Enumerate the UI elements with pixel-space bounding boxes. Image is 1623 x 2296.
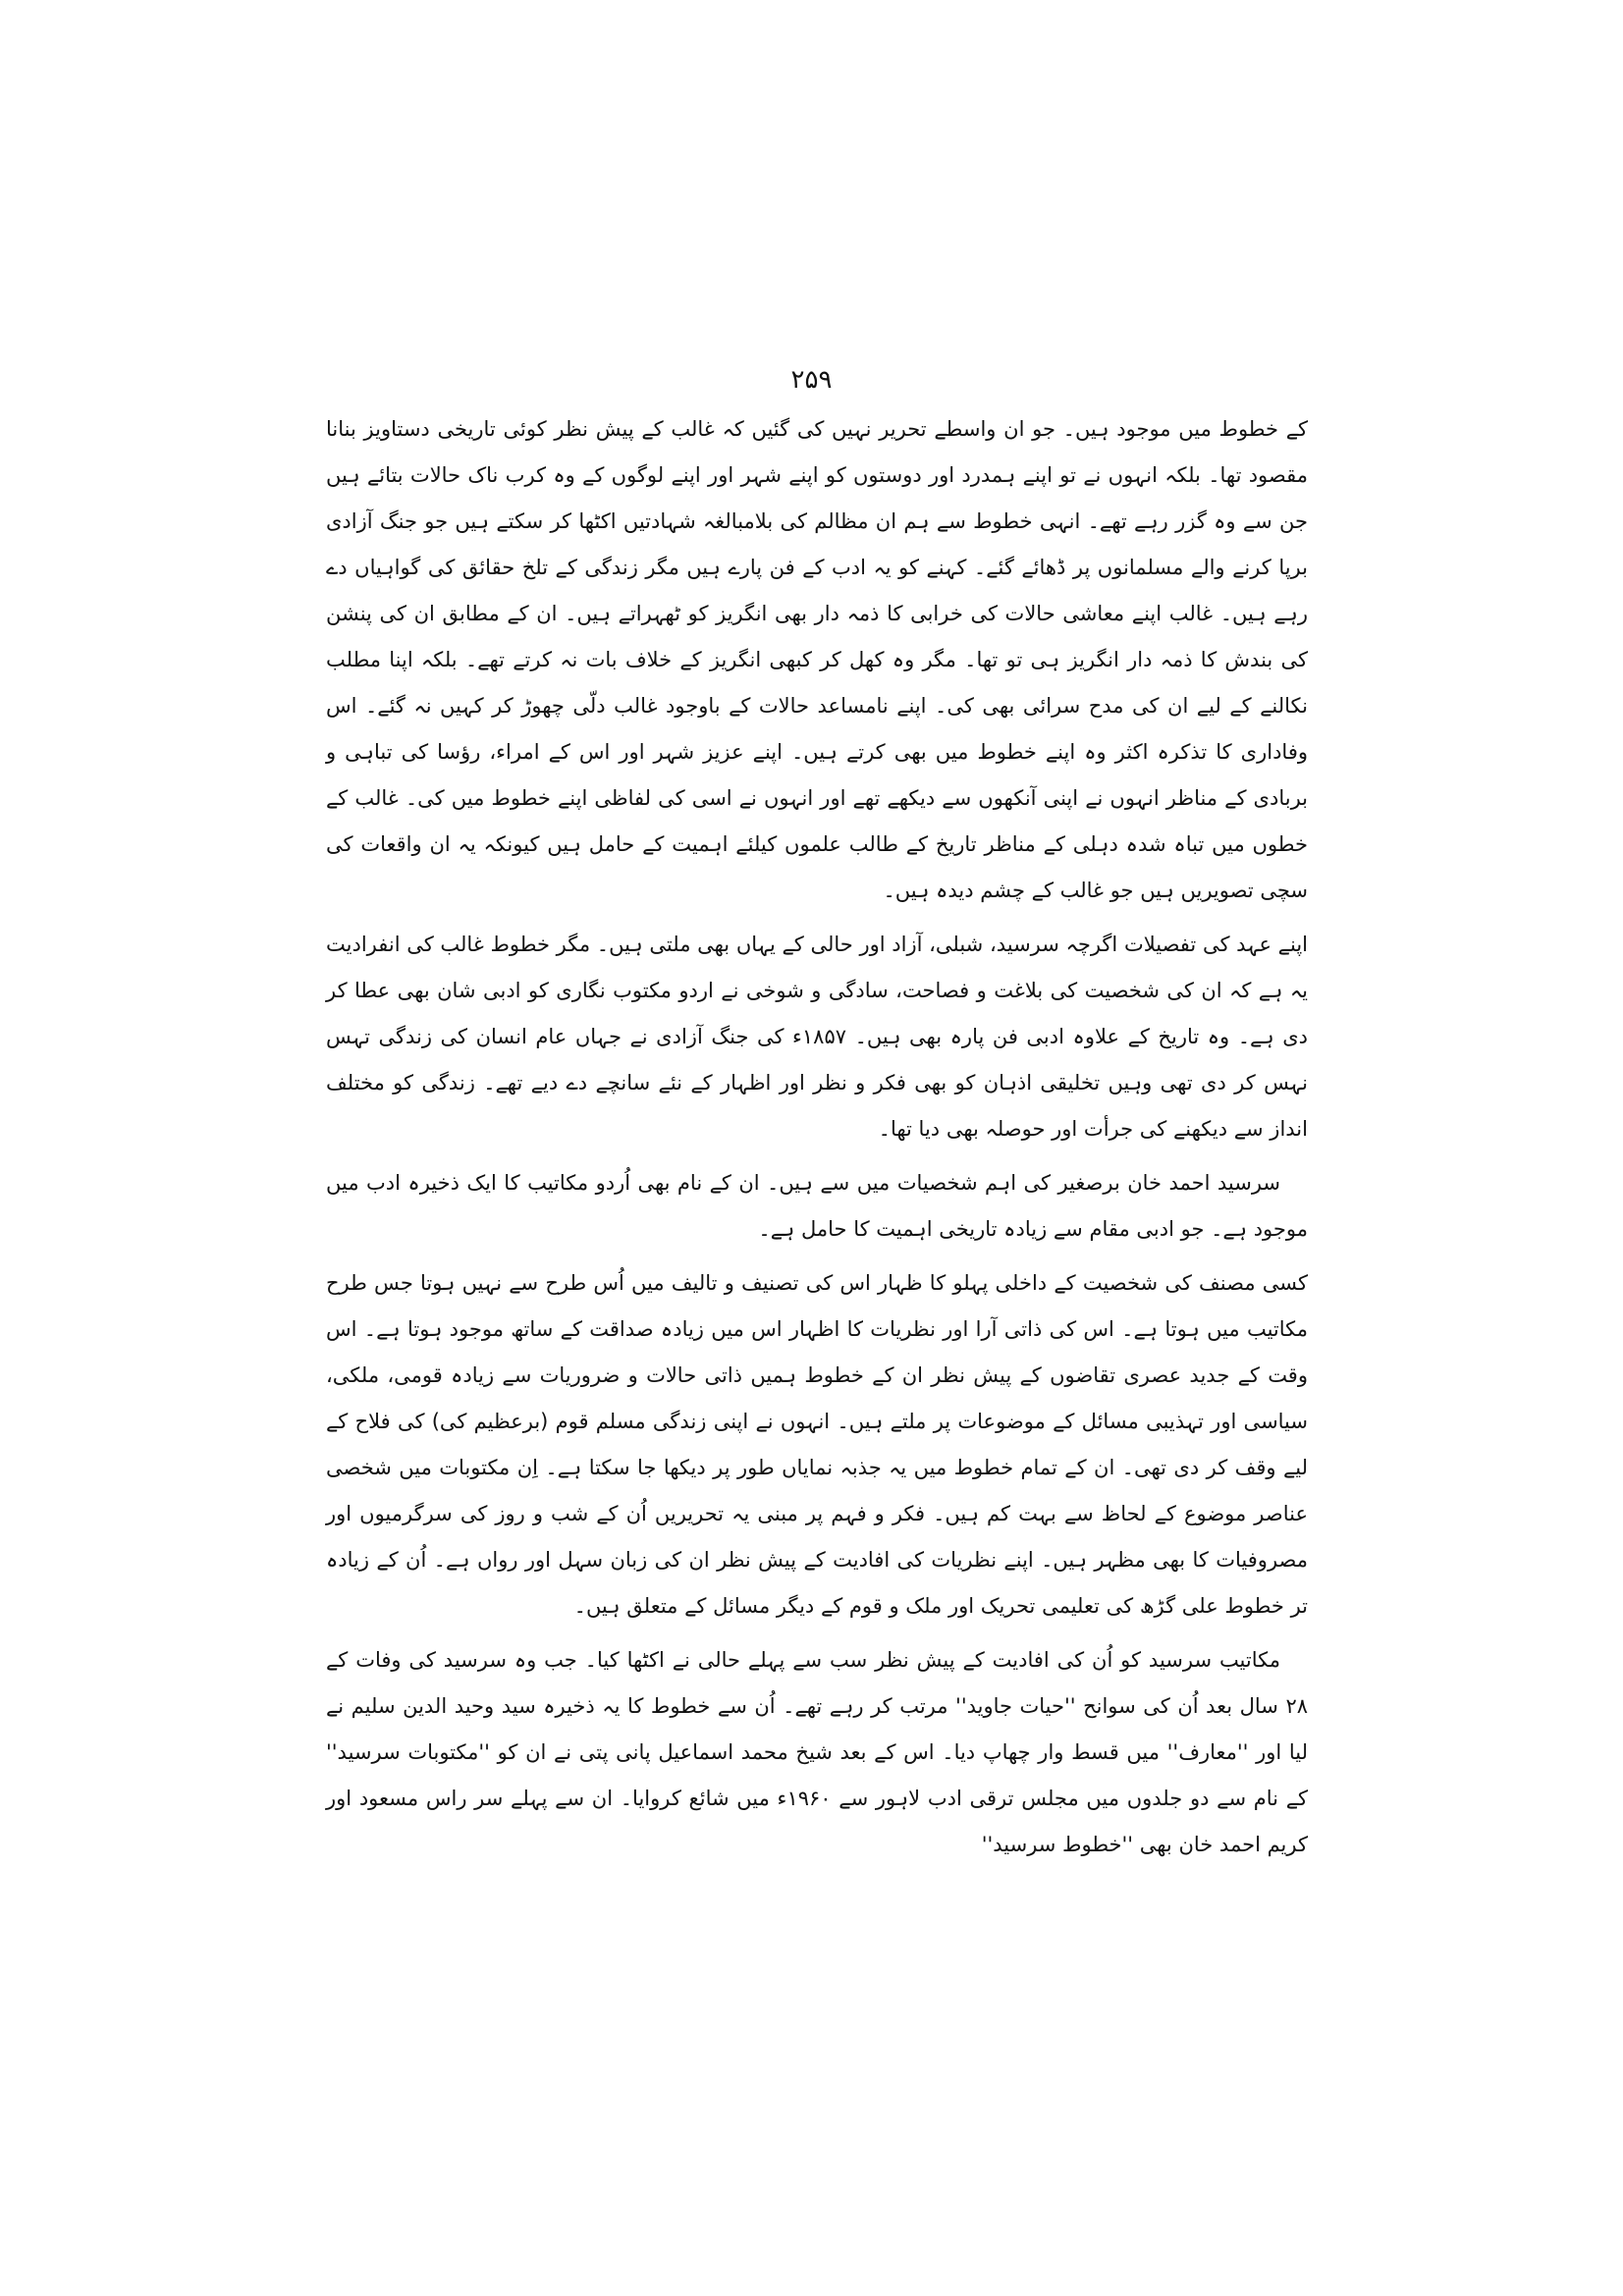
body-text — [326, 406, 1308, 1868]
paragraph-2: اپنے عہد کی تفصیلات اگرچہ سرسید، شبلی، آزاد اور حالی کے یہاں بھی ملتی ہیں۔ مگر خطوط غالب کی انفرادیت یہ ہے کہ ان کی شخصیت کی بلاغت و فصاحت، سادگی و شوخی نے اردو مکتوب نگاری کو ادبی شان بھی عطا کر دی ہے۔ وہ تاریخ کے علاوہ ادبی فن پارہ بھی ہیں۔ ۱۸۵۷ء کی جنگ آزادی نے جہاں عام انسان کی زندگی تہس نہس کر دی تھی وہیں تخلیقی اذہان کو بھی فکر و نظر اور اظہار کے نئے سانچے دے دیے تھے۔ زندگی کو مختلف انداز سے دیکھنے کی جرأت اور حوصلہ بھی دیا تھا۔ — [326, 933, 1308, 1141]
paragraph-3: سرسید احمد خان برصغیر کی اہم شخصیات میں سے ہیں۔ ان کے نام بھی اُردو مکاتیب کا ایک ذخیرہ ادب میں موجود ہے۔ جو ادبی مقام سے زیادہ تاریخی اہمیت کا حامل ہے۔ — [326, 1171, 1308, 1241]
page-number: ۲۵۹ — [790, 365, 833, 395]
paragraph-5: مکاتیب سرسید کو اُن کی افادیت کے پیش نظر سب سے پہلے حالی نے اکٹھا کیا۔ جب وہ سرسید کی وفات کے ۲۸ سال بعد اُن کی سوانح ''حیات جاوید'' مرتب کر رہے تھے۔ اُن سے خطوط کا یہ ذخیرہ سید وحید الدین سلیم نے لیا اور ''معارف'' میں قسط وار چھاپ دیا۔ اس کے بعد شیخ محمد اسماعیل پانی پتی نے ان کو ''مکتوبات سرسید'' کے نام سے دو جلدوں میں مجلس ترقی ادب لاہور سے ۱۹۶۰ء میں شائع کروایا۔ ان سے پہلے سر راس مسعود اور کریم احمد خان بھی ''خطوط سرسید'' — [326, 1648, 1309, 1856]
paragraph-4: کسی مصنف کی شخصیت کے داخلی پہلو کا ظہار اس کی تصنیف و تالیف میں اُس طرح سے نہیں ہوتا جس طرح مکاتیب میں ہوتا ہے۔ اس کی ذاتی آرا اور نظریات کا اظہار اس میں زیادہ صداقت کے ساتھ موجود ہوتا ہے۔ اس وقت کے جدید عصری تقاضوں کے پیش نظر ان کے خطوط ہمیں ذاتی حالات و ضروریات سے زیادہ قومی، ملکی، سیاسی اور تہذیبی مسائل کے موضوعات پر ملتے ہیں۔ انہوں نے اپنی زندگی مسلم قوم (برعظیم کی) کی فلاح کے لیے وقف کر دی تھی۔ ان کے تمام خطوط میں یہ جذبہ نمایاں طور پر دیکھا جا سکتا ہے۔ اِن مکتوبات میں شخصی عناصر موضوع کے لحاظ سے بہت کم ہیں۔ فکر و فہم پر مبنی یہ تحریریں اُن کے شب و روز کی سرگرمیوں اور مصروفیات کا بھی مظہر ہیں۔ اپنے نظریات کی افادیت کے پیش نظر ان کی زبان سہل اور رواں ہے۔ اُن کے زیادہ تر خطوط علی گڑھ کی تعلیمی تحریک اور ملک و قوم کے دیگر مسائل کے متعلق ہیں۔ — [326, 1271, 1308, 1618]
paragraph-1: کے خطوط میں موجود ہیں۔ جو ان واسطے تحریر نہیں کی گئیں کہ غالب کے پیش نظر کوئی تاریخی دستاویز بنانا مقصود تھا۔ بلکہ انہوں نے تو اپنے ہمدرد اور دوستوں کو اپنے شہر اور اپنے لوگوں کے وہ کرب ناک حالات بتائے ہیں جن سے وہ گزر رہے تھے۔ انہی خطوط سے ہم ان مظالم کی بلامبالغہ شہادتیں اکٹھا کر سکتے ہیں جو جنگ آزادی برپا کرنے والے مسلمانوں پر ڈھائے گئے۔ کہنے کو یہ ادب کے فن پارے ہیں مگر زندگی کے تلخ حقائق کی گواہیاں دے رہے ہیں۔ غالب اپنے معاشی حالات کی خرابی کا ذمہ دار بھی انگریز کو ٹھہراتے ہیں۔ ان کے مطابق ان کی پنشن کی بندش کا ذمہ دار انگریز ہی تو تھا۔ مگر وہ کھل کر کبھی انگریز کے خلاف بات نہ کرتے تھے۔ بلکہ اپنا مطلب نکالنے کے لیے ان کی مدح سرائی بھی کی۔ اپنے نامساعد حالات کے باوجود غالب دلّی چھوڑ کر کہیں نہ گئے۔ اس وفاداری کا تذکرہ اکثر وہ اپنے خطوط میں بھی کرتے ہیں۔ اپنے عزیز شہر اور اس کے امراء، رؤسا کی تباہی و بربادی کے مناظر انہوں نے اپنی آنکھوں سے دیکھے تھے اور انہوں نے اسی کی لفاظی اپنے خطوط میں کی۔ غالب کے خطوں میں تباہ شدہ دہلی کے مناظر تاریخ کے طالب علموں کیلئے اہمیت کے حامل ہیں کیونکہ یہ ان واقعات کی سچی تصویریں ہیں جو غالب کے چشم دیدہ ہیں۔ — [326, 417, 1308, 902]
